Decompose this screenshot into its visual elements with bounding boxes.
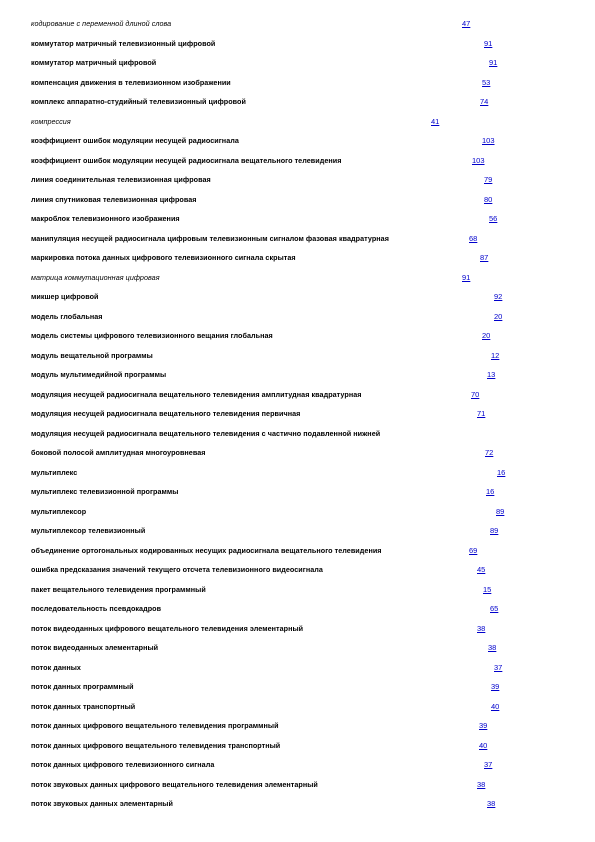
index-entry	[0, 427, 595, 441]
index-term: коммутатор матричный телевизионный цифровой	[31, 38, 216, 48]
page-number-link[interactable]: 16	[486, 487, 495, 496]
page-number-link[interactable]: 37	[484, 760, 493, 769]
index-term: поток данных	[31, 662, 81, 672]
index-entry	[0, 544, 595, 558]
index-entry	[0, 271, 595, 285]
index-entry	[0, 758, 595, 772]
index-entry	[0, 193, 595, 207]
index-entry	[0, 680, 595, 694]
page-number-link[interactable]: 38	[477, 779, 486, 789]
index-term: компрессия	[31, 116, 71, 126]
index-term: манипуляция несущей радиосигнала цифровым телевизионным сигналом фазовая квадратурная	[31, 233, 389, 243]
index-entry	[0, 641, 595, 655]
index-entry	[0, 232, 595, 246]
index-term: коэффициент ошибок модуляции несущей радиосигнала	[31, 136, 239, 145]
index-entry	[0, 388, 595, 402]
page-number-link[interactable]: 13	[487, 370, 496, 379]
index-term: мультиплексор	[31, 506, 87, 516]
page-number-link[interactable]: 53	[482, 77, 491, 87]
index-term: модуляция несущей радиосигнала вещательного телевидения с частично подавленной нижней	[31, 428, 381, 438]
index-entry	[0, 76, 595, 90]
page-number-link[interactable]: 91	[462, 272, 471, 282]
page-number-link[interactable]: 20	[482, 331, 491, 340]
index-entry	[0, 310, 595, 324]
index-term: модель системы цифрового телевизионного вещания глобальная	[31, 331, 273, 340]
index-entry	[0, 505, 595, 519]
index-term: линия спутниковая телевизионная цифровая	[31, 194, 197, 204]
page-number-link[interactable]: 89	[490, 526, 499, 535]
index-term: объединение ортогональных кодированных несущих радиосигнала вещательного телевидения	[31, 545, 382, 555]
page-number-link[interactable]: 39	[479, 721, 488, 730]
page-number-link[interactable]: 91	[484, 38, 493, 48]
index-entry	[0, 17, 595, 31]
index-entry	[0, 563, 595, 577]
index-term: компенсация движения в телевизионном изображении	[31, 77, 231, 87]
index-entry	[0, 95, 595, 109]
index-term: коммутатор матричный цифровой	[31, 58, 157, 67]
page-number-link[interactable]: 38	[477, 623, 486, 633]
page-number-link[interactable]: 20	[494, 311, 503, 321]
index-term: поток звуковых данных цифрового вещательного телевидения элементарный	[31, 779, 318, 789]
index-entry	[0, 251, 595, 265]
page-number-link[interactable]: 74	[480, 97, 489, 106]
page-number-link[interactable]: 45	[477, 565, 486, 574]
index-entry	[0, 446, 595, 460]
index-term: последовательность псевдокадров	[31, 604, 162, 613]
page-number-link[interactable]: 71	[477, 409, 486, 418]
index-entry	[0, 212, 595, 226]
index-entry	[0, 485, 595, 499]
index-term: микшер цифровой	[31, 292, 99, 301]
index-term: матрица коммутационная цифровая	[31, 272, 160, 282]
page-number-link[interactable]: 16	[497, 467, 506, 477]
index-entry	[0, 622, 595, 636]
index-term: кодирование с переменной длиной слова	[31, 19, 172, 28]
page-number-link[interactable]: 92	[494, 292, 503, 301]
page-number-link[interactable]: 38	[487, 799, 496, 808]
index-entry	[0, 154, 595, 168]
page-number-link[interactable]: 41	[431, 116, 440, 126]
page-number-link[interactable]: 87	[480, 253, 489, 262]
page-number-link[interactable]: 47	[462, 19, 471, 28]
index-term: линия соединительная телевизионная цифровая	[31, 175, 211, 184]
index-term: поток данных цифрового вещательного телевидения программный	[31, 721, 279, 730]
page-number-link[interactable]: 69	[469, 545, 478, 555]
index-term: модуляция несущей радиосигнала вещательного телевидения амплитудная квадратурная	[31, 389, 362, 399]
page-number-link[interactable]: 91	[489, 58, 498, 67]
index-entry	[0, 368, 595, 382]
index-term: мультиплекс телевизионной программы	[31, 487, 179, 496]
index-term: ошибка предсказания значений текущего отсчета телевизионного видеосигнала	[31, 565, 323, 574]
page-number-link[interactable]: 38	[488, 643, 497, 652]
index-entry	[0, 797, 595, 811]
index-entry	[0, 329, 595, 343]
page-number-link[interactable]: 68	[469, 233, 478, 243]
page-number-link[interactable]: 40	[479, 740, 488, 750]
index-term: комплекс аппаратно-студийный телевизионный цифровой	[31, 97, 246, 106]
page-number-link[interactable]: 12	[491, 350, 500, 360]
page-number-link[interactable]: 70	[471, 389, 480, 399]
index-term: мультиплексор телевизионный	[31, 526, 146, 535]
index-entry	[0, 407, 595, 421]
page-number-link[interactable]: 37	[494, 662, 503, 672]
index-entry	[0, 602, 595, 616]
index-entry	[0, 661, 595, 675]
index-term: коэффициент ошибок модуляции несущей радиосигнала вещательного телевидения	[31, 155, 342, 165]
index-entry	[0, 524, 595, 538]
index-term: мультиплекс	[31, 467, 78, 477]
index-term: маркировка потока данных цифрового телевизионного сигнала скрытая	[31, 253, 296, 262]
index-entry	[0, 290, 595, 304]
index-entry	[0, 778, 595, 792]
index-entry	[0, 134, 595, 148]
index-entry	[0, 719, 595, 733]
index-term: поток данных цифрового вещательного телевидения транспортный	[31, 740, 281, 750]
index-entry	[0, 583, 595, 597]
page-number-link[interactable]: 80	[484, 194, 493, 204]
page-number-link[interactable]: 103	[472, 155, 485, 165]
index-term: поток звуковых данных элементарный	[31, 799, 173, 808]
index-term: модуляция несущей радиосигнала вещательного телевидения первичная	[31, 409, 301, 418]
index-term: боковой полосой амплитудная многоуровневая	[31, 448, 206, 457]
page-number-link[interactable]: 79	[484, 175, 493, 184]
index-term: поток данных транспортный	[31, 701, 136, 711]
index-term: модуль вещательной программы	[31, 350, 153, 360]
page-number-link[interactable]: 89	[496, 506, 505, 516]
index-entry	[0, 37, 595, 51]
index-term: поток данных цифрового телевизионного сигнала	[31, 760, 215, 769]
page-number-link[interactable]: 72	[485, 448, 494, 457]
page-number-link[interactable]: 39	[491, 682, 500, 691]
index-entry	[0, 56, 595, 70]
page-number-link[interactable]: 40	[491, 701, 500, 711]
page-number-link[interactable]: 65	[490, 604, 499, 613]
index-term: макроблок телевизионного изображения	[31, 214, 180, 223]
page-number-link[interactable]: 103	[482, 136, 495, 145]
index-entry	[0, 173, 595, 187]
index-entry	[0, 739, 595, 753]
index-term: поток данных программный	[31, 682, 134, 691]
index-entry	[0, 349, 595, 363]
index-term: модель глобальная	[31, 311, 103, 321]
index-entry	[0, 115, 595, 129]
page-number-link[interactable]: 15	[483, 584, 492, 594]
index-term: пакет вещательного телевидения программный	[31, 584, 206, 594]
page-number-link[interactable]: 56	[489, 214, 498, 223]
index-term: модуль мультимедийной программы	[31, 370, 167, 379]
index-term: поток видеоданных элементарный	[31, 643, 159, 652]
index-entry	[0, 466, 595, 480]
index-entry	[0, 700, 595, 714]
index-term: поток видеоданных цифрового вещательного телевидения элементарный	[31, 623, 304, 633]
